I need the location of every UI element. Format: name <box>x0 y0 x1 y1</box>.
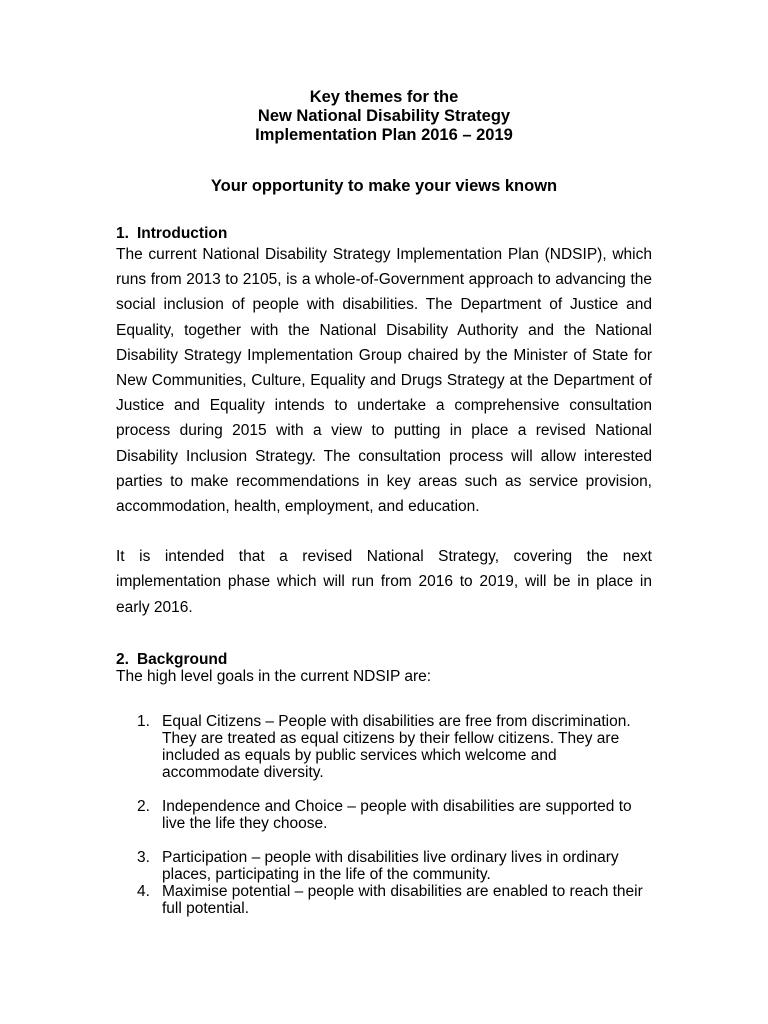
list-item <box>116 798 652 832</box>
background-heading-text: Background <box>136 650 228 668</box>
background-number: 2. <box>116 650 129 668</box>
title-line-2: New National Disability Strategy <box>257 107 511 125</box>
introduction-heading <box>116 225 652 242</box>
list-item-marker: 2. <box>137 797 150 815</box>
list-item <box>116 849 652 883</box>
list-item-text: Maximise potential – people with disabilities are enabled to reach their full potential. <box>162 882 643 917</box>
list-item-marker: 4. <box>137 882 150 900</box>
background-lead: The high level goals in the current NDSIP are: <box>116 667 432 685</box>
goals-list <box>116 713 652 917</box>
list-item-marker: 3. <box>137 848 150 866</box>
title-line-3: Implementation Plan 2016 – 2019 <box>255 126 513 144</box>
list-item-text: Independence and Choice – people with disabilities are supported to live the life they choose. <box>162 797 632 832</box>
introduction-number: 1. <box>116 225 129 242</box>
introduction-heading-text: Introduction <box>136 225 228 242</box>
list-item <box>116 713 652 781</box>
introduction-paragraph-1: The current National Disability Strategy Implementation Plan (NDSIP), which runs from 2013 to 2105, is a whole-of-Government approach to advancing the social inclusion of people with disabilities. The Department of Justice and Equality, together with the National Disability Authority and the National Disability Strategy Implementation Group chaired by the Minister of State for New Communities, Culture, Equality and Drugs Strategy at the Department of Justice and Equality intends to undertake a comprehensive consultation process during 2015 with a view to putting in place a revised National Disability Inclusion Strategy. The consultation process will allow interested parties to make recommendations in key areas such as service provision, accommodation, health, employment, and education. <box>116 246 652 516</box>
list-item-text: Equal Citizens – People with disabilities are free from discrimination. They are treated as equal citizens by their fellow citizens. They are included as equals by public services which welcome and accommodate diversity. <box>162 712 631 781</box>
document-subtitle: Your opportunity to make your views known <box>210 177 558 195</box>
title-line-1: Key themes for the <box>309 88 459 106</box>
document-title <box>116 88 652 145</box>
document-page <box>116 88 652 917</box>
list-item <box>116 883 652 917</box>
list-item-marker: 1. <box>137 712 150 730</box>
background-heading <box>116 651 652 668</box>
list-item-text: Participation – people with disabilities live ordinary lives in ordinary places, participating in the life of the community. <box>162 848 619 883</box>
introduction-paragraph-2: It is intended that a revised National Strategy, covering the next implementation phase which will run from 2016 to 2019, will be in place in early 2016. <box>116 548 652 616</box>
